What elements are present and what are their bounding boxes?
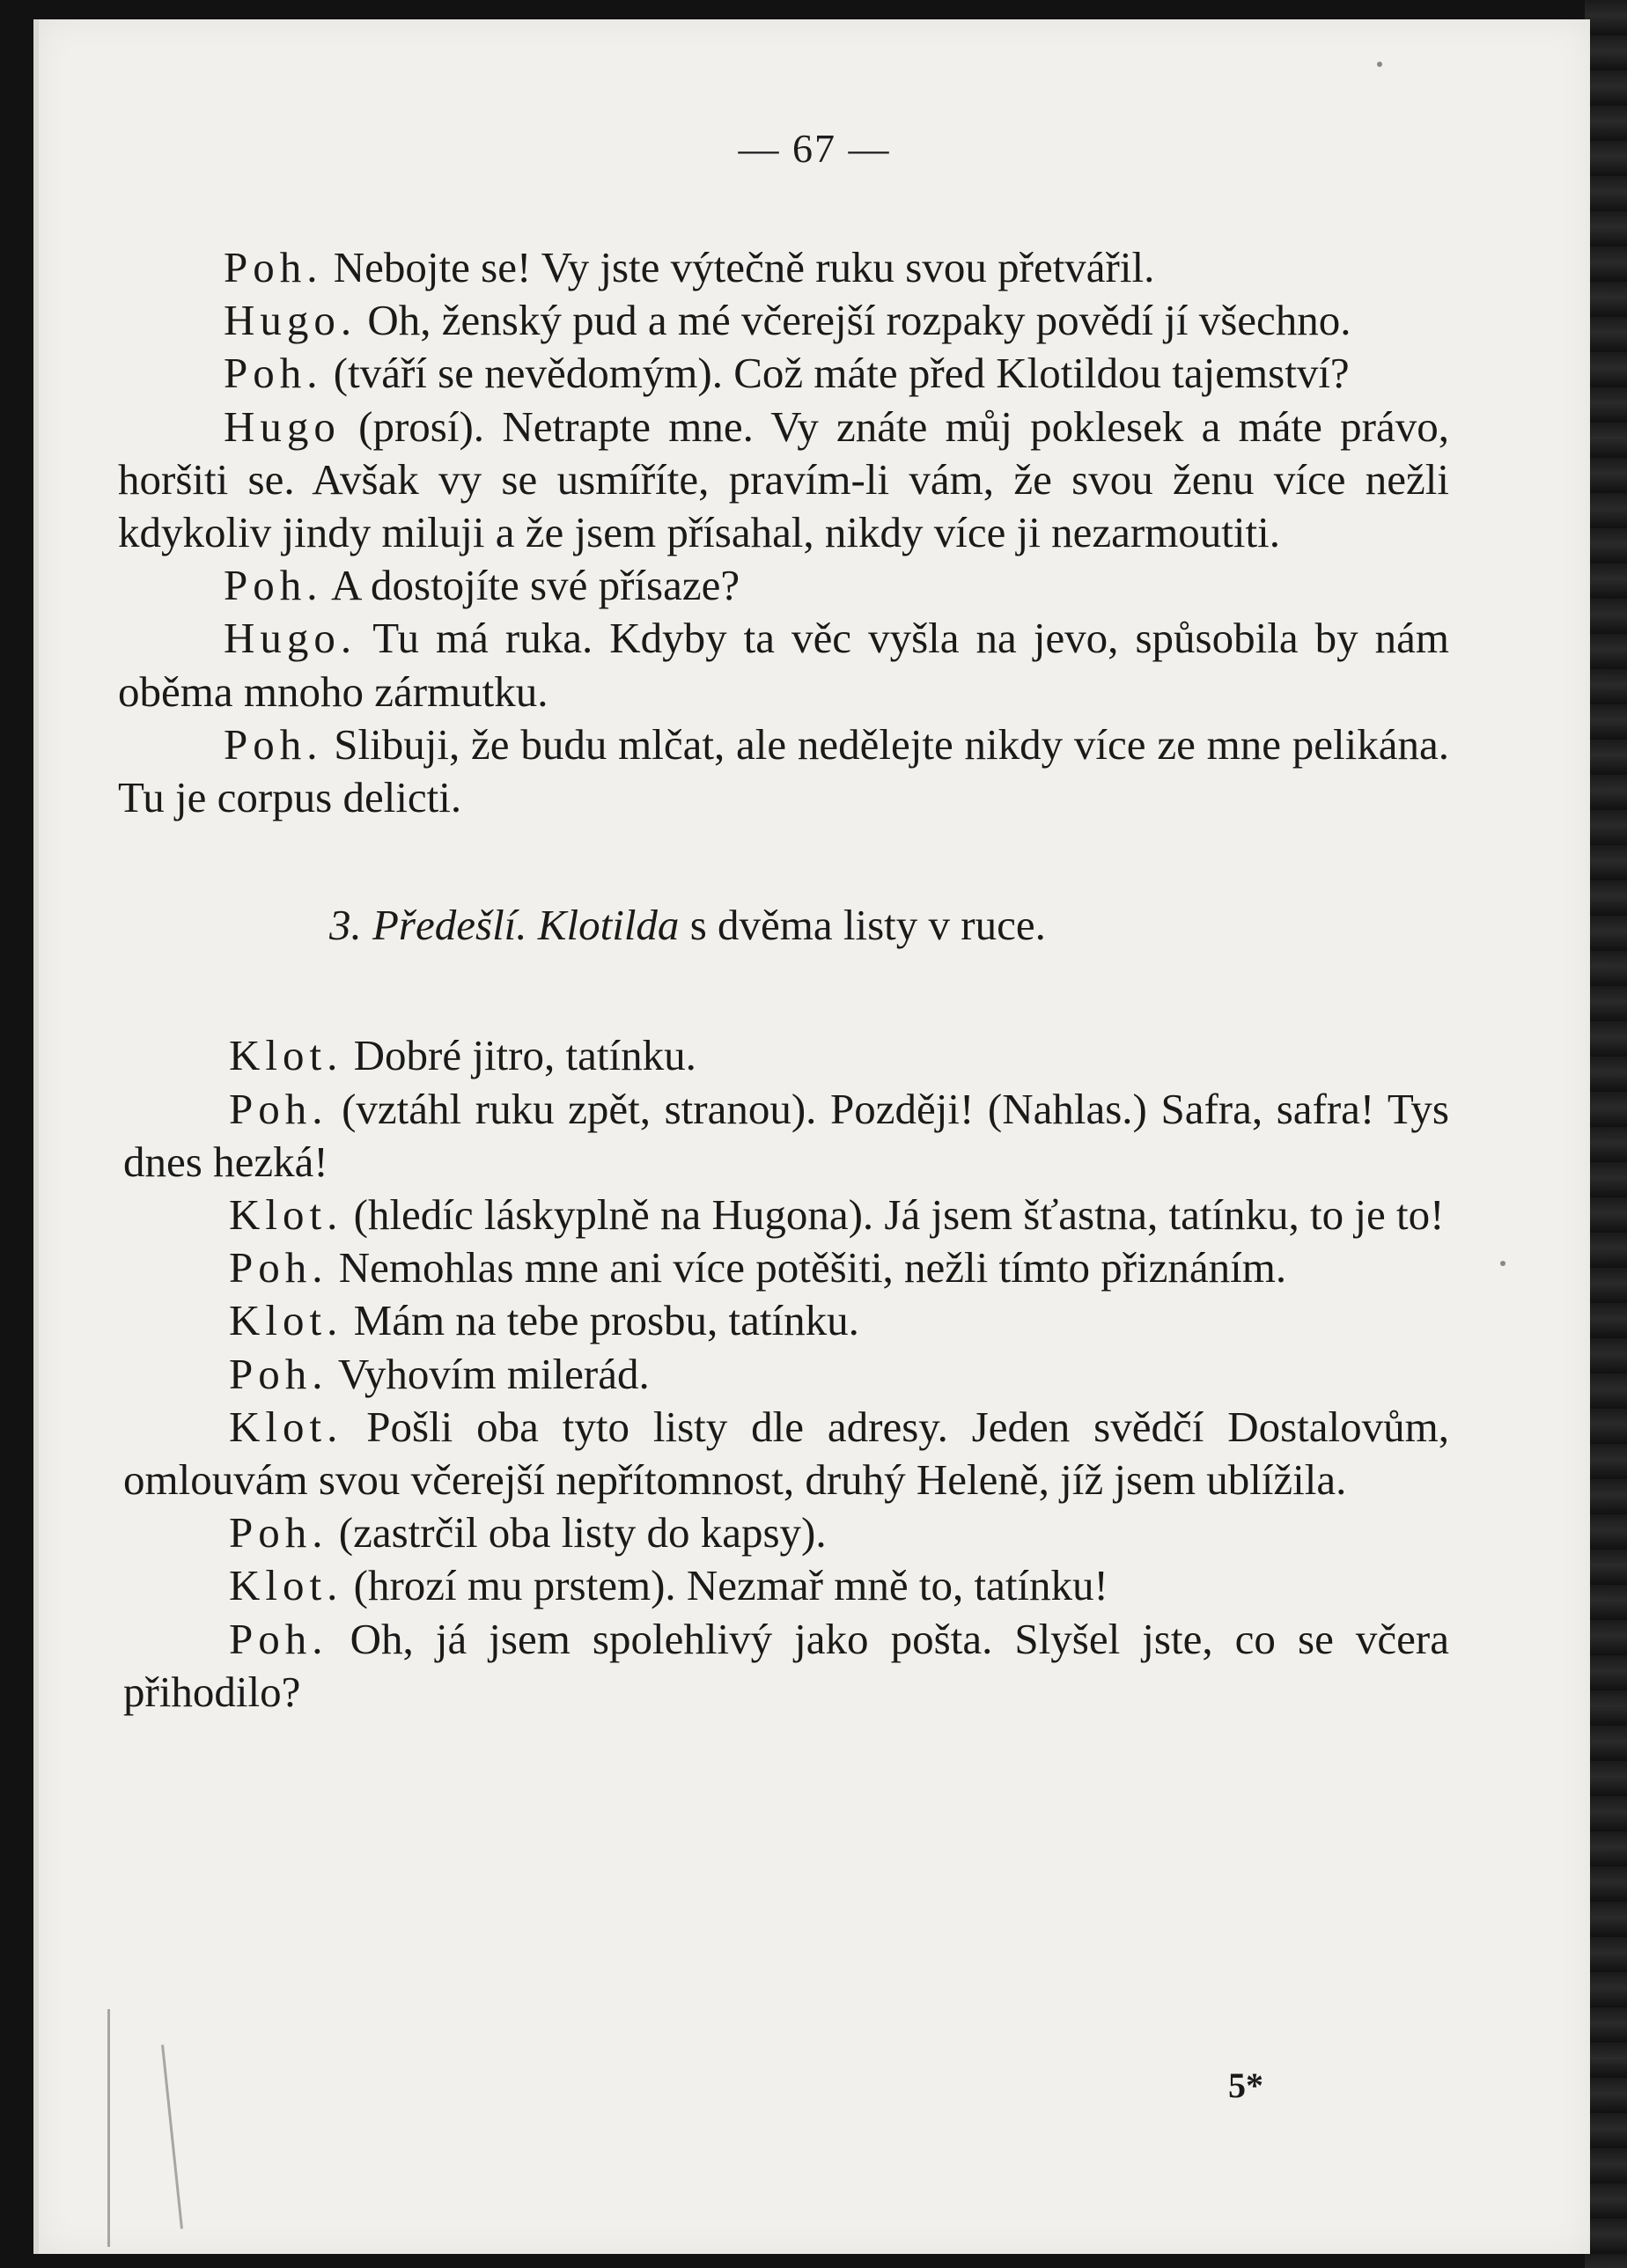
speaker-name: Poh. [224,561,323,610]
scene-characters: Předešlí. Klotilda [372,901,680,950]
line-text: A dostojíte své přísaze? [322,561,740,610]
scan-scratch [107,2009,110,2247]
dialogue-line [123,1613,1449,1719]
speaker-name: Poh. [224,349,323,398]
dialogue-line [123,1506,1449,1559]
speaker-name: Poh. [229,1084,328,1133]
speaker-name: Hugo [224,401,341,451]
scan-speck [1500,1261,1506,1266]
line-text: (tváří se nevědomým). Což máte před Klotildou tajemství? [322,349,1350,398]
line-text: Vyhovím milerád. [328,1349,650,1398]
signature-mark: 5* [1228,2066,1263,2105]
speaker-name: Poh. [229,1349,328,1398]
dialogue-line [123,1241,1449,1294]
dialogue-line [118,718,1449,824]
book-page [33,19,1590,2254]
speaker-name: Poh. [224,243,323,291]
book-edge [1585,0,1627,2268]
scene-stage-direction: s dvěma listy v ruce. [679,901,1046,950]
scan-speck [1377,62,1382,67]
scene-number: 3. [329,901,362,950]
dialogue-line [123,1559,1449,1612]
line-text: Nemohlas mne ani více potěšiti, nežli tímto přiznáním. [328,1243,1287,1292]
dialogue-line [123,1401,1449,1506]
line-text: (hrozí mu prstem). Nezmař mně to, tatínku! [342,1561,1108,1610]
dialogue-line [123,1029,1449,1082]
dialogue-line [118,241,1449,294]
line-text: Oh, ženský pud a mé včerejší rozpaky povědí jí všechno. [357,296,1351,345]
speaker-name: Klot. [229,1402,343,1451]
dialogue-line [118,294,1449,347]
play-text [118,241,1449,1719]
line-text: (prosí). Netrapte mne. Vy znáte můj poklesek a máte právo, horšiti se. Avšak vy se usmíříte, pravím-li vám, že svou ženu více nežli kdykoliv jindy miluji a že jsem přísahal, nikdy více ji nezarmoutiti. [118,401,1449,557]
scene-heading [118,899,1449,952]
line-text: (vztáhl ruku zpět, stranou). Později! (Nahlas.) Safra, safra! Tys dnes hezká! [123,1084,1449,1186]
dialogue-line [123,1294,1449,1347]
line-text: Tu má ruka. Kdyby ta věc vyšla na jevo, spůsobila by nám oběma mnoho zármutku. [118,614,1449,716]
dialogue-line [118,612,1449,718]
speaker-name: Poh. [229,1243,328,1292]
speaker-name: Klot. [229,1296,343,1345]
speaker-name: Poh. [229,1614,328,1663]
dialogue-line [123,1189,1449,1241]
line-text: Slibuji, že budu mlčat, ale nedělejte nikdy více ze mne pelikána. Tu je corpus delicti. [118,719,1449,822]
speaker-name: Hugo. [224,614,357,663]
dialogue-section-1 [118,241,1449,824]
speaker-name: Poh. [224,719,323,769]
line-text: Mám na tebe prosbu, tatínku. [342,1296,859,1345]
dialogue-section-2 [118,1029,1449,1719]
speaker-name: Klot. [229,1190,343,1240]
dialogue-line [118,401,1449,560]
scan-scratch [161,2044,183,2228]
speaker-name: Klot. [229,1561,343,1610]
speaker-name: Klot. [229,1031,343,1080]
speaker-name: Hugo. [224,296,357,345]
dialogue-line [123,1348,1449,1401]
dialogue-line [123,1083,1449,1189]
page-number: — 67 — [738,126,891,171]
line-text: Oh, já jsem spolehlivý jako pošta. Slyšel jste, co se včera přihodilo? [123,1614,1449,1716]
line-text: Pošli oba tyto listy dle adresy. Jeden svědčí Dostalovům, omlouvám svou včerejší nepřítomnost, druhý Heleně, jíž jsem ublížila. [123,1402,1449,1505]
dialogue-line [118,347,1449,400]
speaker-name: Poh. [229,1508,328,1557]
line-text: Dobré jitro, tatínku. [342,1031,696,1080]
line-text: (hledíc láskyplně na Hugona). Já jsem šťastna, tatínku, to je to! [342,1190,1445,1240]
line-text: Nebojte se! Vy jste výtečně ruku svou přetvářil. [322,243,1155,291]
line-text: (zastrčil oba listy do kapsy). [328,1508,827,1557]
dialogue-line [118,559,1449,612]
